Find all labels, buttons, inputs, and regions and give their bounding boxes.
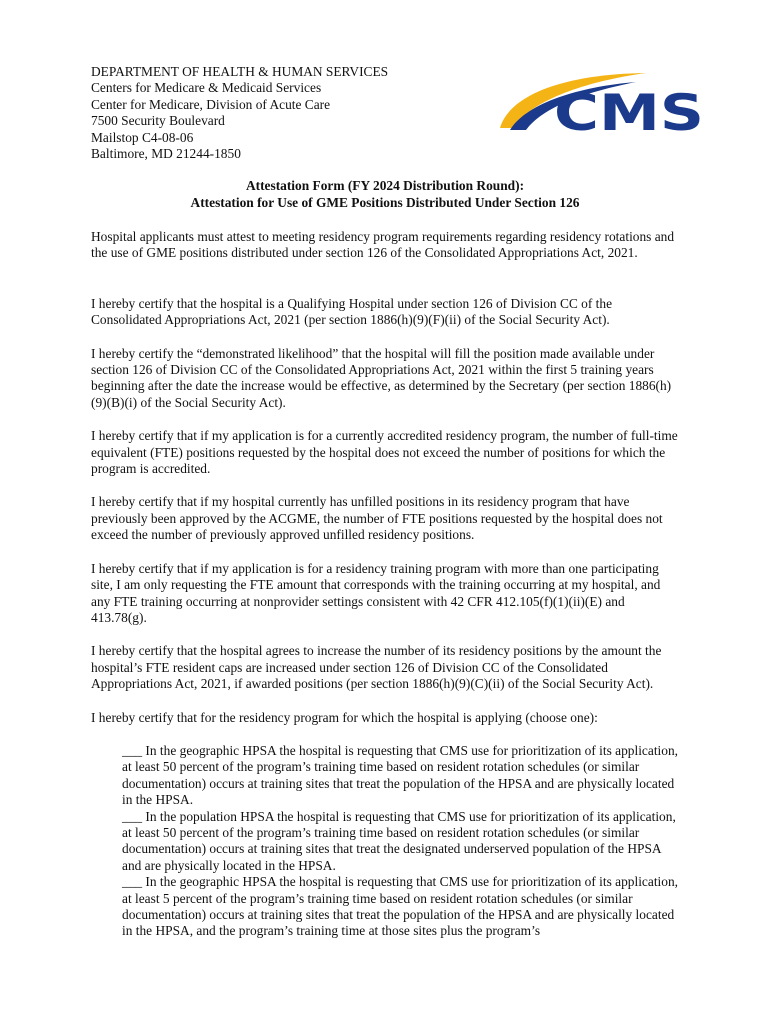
- address-line-street: 7500 Security Boulevard: [91, 113, 225, 129]
- hpsa-options: [122, 743, 681, 940]
- option-population-hpsa-50[interactable]: ___ In the population HPSA the hospital is requesting that CMS use for prioritization of its application, at least 50 percent of the program’s training time based on resident rotation schedules (or similar documentation) occurs at training sites that treat the designated underserved population of the HPSA and are physically located in the HPSA.: [122, 808, 676, 873]
- address-line-department: DEPARTMENT OF HEALTH & HUMAN SERVICES: [91, 64, 389, 79]
- intro-paragraph: Hospital applicants must attest to meeting residency program requirements regarding residency rotations and the use of GME positions distributed under section 126 of the Consolidated Appropriations Act, 2021.: [91, 229, 675, 261]
- certification-demonstrated-likelihood: I hereby certify the “demonstrated likelihood” that the hospital will fill the position made available under section 126 of Division CC of the Consolidated Appropriations Act, 2021 within the first 5 training years beginning after the date the increase would be effective, as determined by the Secretary (per section 1886(h)(9)(B)(i) of the Social Security Act).: [91, 345, 672, 410]
- cms-logo: [496, 70, 708, 140]
- option-geographic-hpsa-5[interactable]: ___ In the geographic HPSA the hospital is requesting that CMS use for prioritization of its application, at least 5 percent of the program’s training time based on resident rotation schedules (or similar documentation) occurs at training sites that treat the population of the HPSA and are physically located in the HPSA, and the program’s training time at those sites plus the program’s: [122, 874, 678, 939]
- option-geographic-hpsa-50[interactable]: ___ In the geographic HPSA the hospital is requesting that CMS use for prioritization of its application, at least 50 percent of the program’s training time based on resident rotation schedules (or similar documentation) occurs at training sites that treat the population of the HPSA and are physically located in the HPSA.: [122, 742, 678, 808]
- sender-address: [91, 64, 388, 162]
- certification-qualifying-hospital: I hereby certify that the hospital is a Qualifying Hospital under section 126 of Division CC of the Consolidated Appropriations Act, 2021 (per section 1886(h)(9)(F)(ii) of the Social Security Act).: [91, 295, 613, 328]
- address-line-division: Center for Medicare, Division of Acute Care: [91, 96, 331, 112]
- document-body: [91, 229, 681, 940]
- certification-unfilled-positions: I hereby certify that if my hospital currently has unfilled positions in its residency program that have previously been approved by the ACGME, the number of FTE positions requested by the hospital does not exceed the number of previously approved unfilled residency positions.: [91, 494, 663, 543]
- certification-increase-positions: I hereby certify that the hospital agrees to increase the number of its residency positions by the amount the hospital’s FTE resident caps are increased under section 126 of Division CC of the Consolidated Appropriations Act, 2021, if awarded positions (per section 1886(h)(9)(C)(ii) of the Social Security Act).: [91, 643, 662, 692]
- certification-accredited-program: I hereby certify that if my application is for a currently accredited residency program, the number of full-time equivalent (FTE) positions requested by the hospital does not exceed the number of positions for which the program is accredited.: [91, 428, 678, 477]
- address-line-agency: Centers for Medicare & Medicaid Services: [91, 80, 322, 96]
- certification-multiple-sites: I hereby certify that if my application is for a residency training program with more than one participating site, I am only requesting the FTE amount that corresponds with the training occurring at my hospital, and any FTE training occurring at nonprovider settings consistent with 42 CFR 412.105(f)(1)(ii)(E) and 413.78(g).: [91, 560, 661, 625]
- certification-choose-one: I hereby certify that for the residency program for which the hospital is applying (choose one):: [91, 709, 598, 725]
- cms-logo-text: CMS: [554, 84, 704, 140]
- form-title-line-2: Attestation for Use of GME Positions Distributed Under Section 126: [190, 194, 580, 210]
- form-title-line-1: Attestation Form (FY 2024 Distribution Round):: [245, 178, 525, 193]
- address-line-city: Baltimore, MD 21244-1850: [91, 146, 241, 162]
- form-title: [0, 178, 770, 211]
- address-line-mailstop: Mailstop C4-08-06: [91, 129, 194, 145]
